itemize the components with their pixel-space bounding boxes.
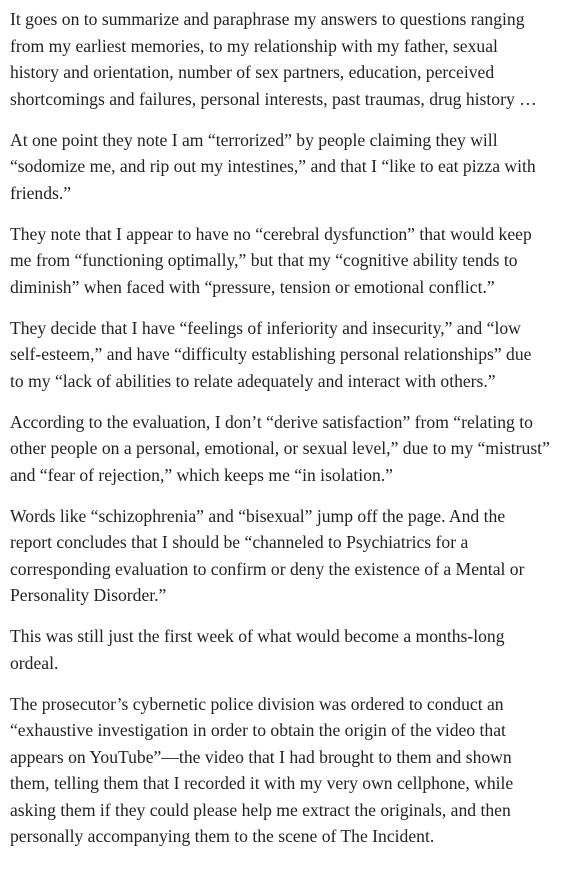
text-line: friends.” bbox=[10, 182, 72, 203]
text-line: from my earliest memories, to my relationship with my father, sexual bbox=[10, 35, 498, 56]
paragraph bbox=[10, 691, 582, 850]
text-line: According to the evaluation, I don’t “derive satisfaction” from “relating to bbox=[10, 411, 533, 432]
text-line: report concludes that I should be “channeled to Psychiatrics for a bbox=[10, 532, 469, 552]
text-line: They note that I appear to have no “cerebral dysfunction” that would keep bbox=[10, 223, 532, 244]
text-line: They decide that I have “feelings of inferiority and insecurity,” and “low bbox=[10, 317, 521, 338]
text-line: ordeal. bbox=[10, 652, 59, 673]
text-line: “exhaustive investigation in order to obtain the origin of the video that bbox=[10, 720, 506, 740]
text-line: them, telling them that I recorded it with my very own cellphone, while bbox=[10, 773, 514, 793]
text-line: shortcomings and failures, personal interests, past traumas, drug history … bbox=[10, 88, 537, 109]
text-line: It goes on to summarize and paraphrase my answers to questions ranging bbox=[10, 9, 525, 29]
paragraph bbox=[10, 127, 582, 207]
text-line: history and orientation, number of sex partners, education, perceived bbox=[10, 62, 495, 82]
text-line: “sodomize me, and rip out my intestines,” and that I “like to eat pizza with bbox=[10, 156, 536, 176]
text-line: corresponding evaluation to confirm or deny the existence of a Mental or bbox=[10, 558, 525, 579]
text-line: diminish” when faced with “pressure, tension or emotional conflict.” bbox=[10, 276, 495, 297]
text-line: other people on a personal, emotional, or sexual level,” due to my “mistrust” bbox=[10, 438, 550, 458]
paragraph bbox=[10, 409, 582, 489]
text-line: to my “lack of abilities to relate adequately and interact with others.” bbox=[10, 370, 496, 391]
text-line: This was still just the first week of what would become a months-long bbox=[10, 626, 505, 646]
text-line: self-esteem,” and have “difficulty establishing personal relationships” due bbox=[10, 344, 532, 364]
paragraph bbox=[10, 315, 582, 395]
paragraph bbox=[10, 623, 582, 676]
paragraph bbox=[10, 6, 582, 112]
text-line: and “fear of rejection,” which keeps me “in isolation.” bbox=[10, 464, 393, 485]
text-line: asking them if they could please help me extract the originals, and then bbox=[10, 799, 511, 820]
text-line: Words like “schizophrenia” and “bisexual” jump off the page. And the bbox=[10, 505, 506, 526]
text-line: At one point they note I am “terrorized” by people claiming they will bbox=[10, 129, 498, 150]
text-line: appears on YouTube”—the video that I had brought to them and shown bbox=[10, 746, 512, 767]
text-line: personally accompanying them to the scene of The Incident. bbox=[10, 826, 435, 846]
paragraph bbox=[10, 221, 582, 301]
text-line: Personality Disorder.” bbox=[10, 585, 167, 605]
text-line: The prosecutor’s cybernetic police division was ordered to conduct an bbox=[10, 693, 504, 714]
paragraph bbox=[10, 503, 582, 609]
text-line: me from “functioning optimally,” but that my “cognitive ability tends to bbox=[10, 250, 518, 270]
